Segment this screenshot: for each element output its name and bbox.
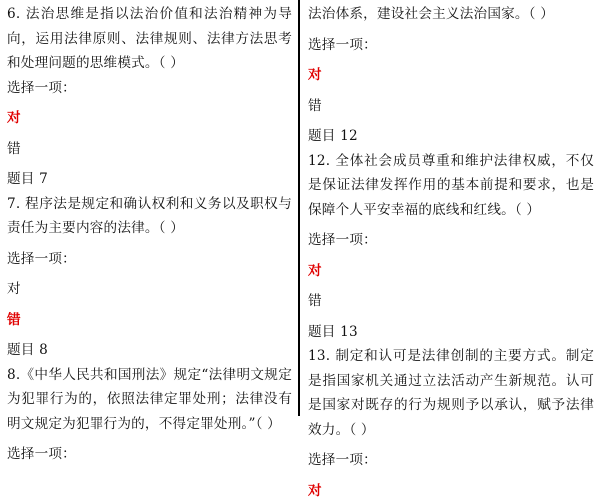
choice-prompt: 选择一项： (7, 442, 292, 467)
question-13-text: 13. 制定和认可是法律创制的主要方式。制定是指国家机关通过立法活动产生新规范。认可是国家对既存的行为规则予以承认，赋予法律效力。（ ） (308, 344, 594, 442)
choice-prompt: 选择一项： (308, 33, 594, 58)
option-false: 错 (308, 289, 594, 314)
question-title-7: 题目 7 (7, 167, 292, 192)
question-title-12: 题目 12 (308, 124, 594, 149)
option-correct-true: 对 (7, 106, 292, 131)
left-column (0, 0, 298, 416)
option-correct-false: 错 (7, 308, 292, 333)
choice-prompt: 选择一项： (308, 228, 594, 253)
question-8-text: 8.《中华人民共和国刑法》规定“法律明文规定为犯罪行为的，依照法律定罪处刑；法律没有明文规定为犯罪行为的，不得定罪处刑。”（ ） (7, 363, 292, 437)
right-column (300, 0, 600, 416)
option-correct-true: 对 (308, 63, 594, 88)
question-title-13: 题目 13 (308, 320, 594, 345)
option-true: 对 (7, 277, 292, 302)
option-false: 错 (7, 137, 292, 162)
question-7-text: 7. 程序法是规定和确认权利和义务以及职权与责任为主要内容的法律。（ ） (7, 192, 292, 241)
option-correct-true: 对 (308, 479, 594, 503)
option-correct-true: 对 (308, 259, 594, 284)
question-title-8: 题目 8 (7, 338, 292, 363)
option-false: 错 (308, 94, 594, 119)
question-12-text: 12. 全体社会成员尊重和维护法律权威，不仅是保证法律发挥作用的基本前提和要求，也是保障个人平安幸福的底线和红线。（ ） (308, 149, 594, 223)
question-6-text: 6. 法治思维是指以法治价值和法治精神为导向，运用法律原则、法律规则、法律方法思考和处理问题的思维模式。（ ） (7, 2, 292, 76)
choice-prompt: 选择一项： (308, 448, 594, 473)
choice-prompt: 选择一项： (7, 76, 292, 101)
question-11-continuation: 法治体系，建设社会主义法治国家。（ ） (308, 2, 594, 27)
choice-prompt: 选择一项： (7, 247, 292, 272)
